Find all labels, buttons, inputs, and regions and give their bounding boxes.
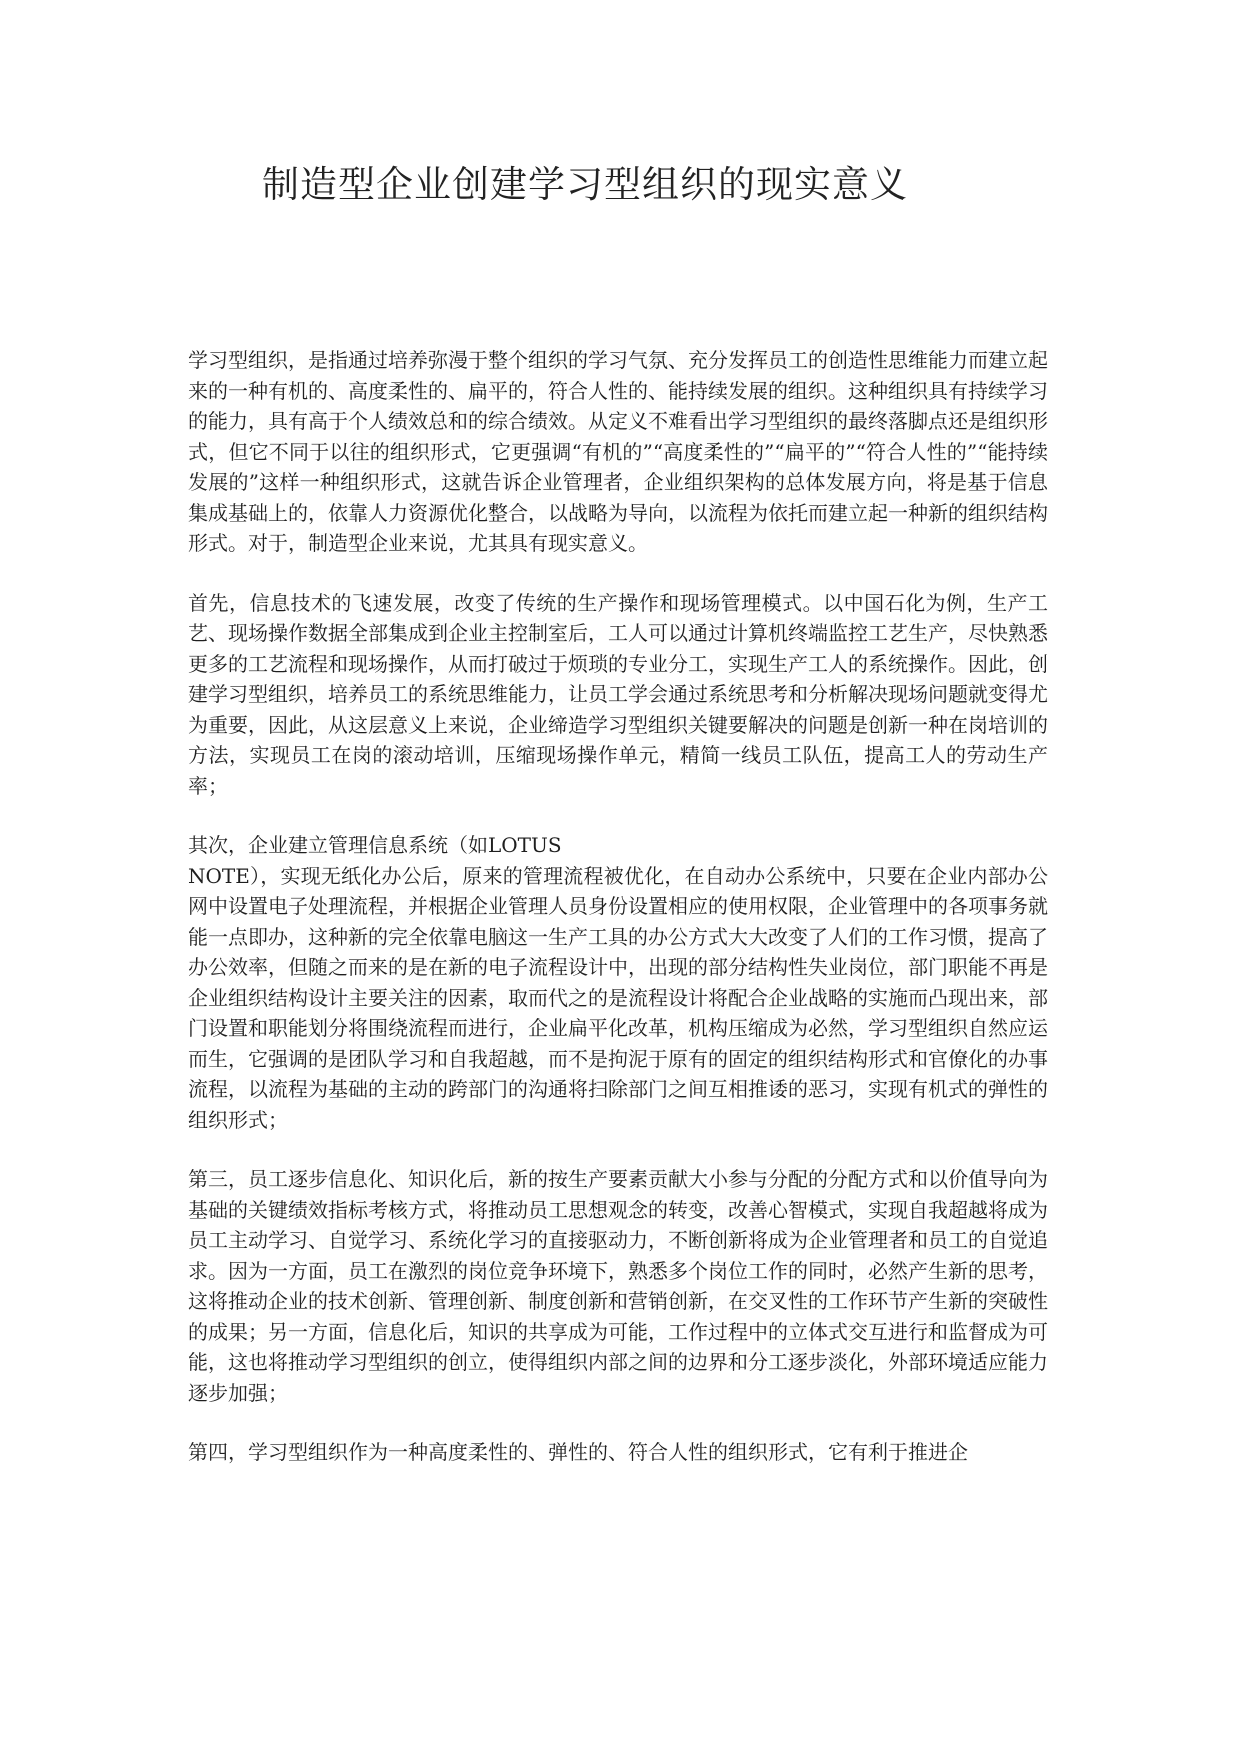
document-body: [188, 345, 1048, 1497]
paragraph-2: 首先，信息技术的飞速发展，改变了传统的生产操作和现场管理模式。以中国石化为例，生产工艺、现场操作数据全部集成到企业主控制室后，工人可以通过计算机终端监控工艺生产，尽快熟悉更多的工艺流程和现场操作，从而打破过于烦琐的专业分工，实现生产工人的系统操作。因此，创建学习型组织，培养员工的系统思维能力，让员工学会通过系统思考和分析解决现场问题就变得尤为重要，因此，从这层意义上来说，企业缔造学习型组织关键要解决的问题是创新一种在岗培训的方法，实现员工在岗的滚动培训，压缩现场操作单元，精简一线员工队伍，提高工人的劳动生产率；: [188, 590, 1048, 798]
paragraph-5: 第四，学习型组织作为一种高度柔性的、弹性的、符合人性的组织形式，它有利于推进企: [188, 1440, 968, 1464]
paragraph-4: 第三，员工逐步信息化、知识化后，新的按生产要素贡献大小参与分配的分配方式和以价值导向为基础的关键绩效指标考核方式，将推动员工思想观念的转变，改善心智模式，实现自我超越将成为员工主动学习、自觉学习、系统化学习的直接驱动力，不断创新将成为企业管理者和员工的自觉追求。因为一方面，员工在激烈的岗位竞争环境下，熟悉多个岗位工作的同时，必然产生新的思考，这将推动企业的技术创新、管理创新、制度创新和营销创新，在交叉性的工作环节产生新的突破性的成果；另一方面，信息化后，知识的共享成为可能，工作过程中的立体式交互进行和监督成为可能，这也将推动学习型组织的创立，使得组织内部之间的边界和分工逐步淡化，外部环境适应能力逐步加强；: [188, 1167, 1048, 1405]
paragraph-1: 学习型组织，是指通过培养弥漫于整个组织的学习气氛、充分发挥员工的创造性思维能力而建立起来的一种有机的、高度柔性的、扁平的，符合人性的、能持续发展的组织。这种组织具有持续学习的能力，具有高于个人绩效总和的综合绩效。从定义不难看出学习型组织的最终落脚点还是组织形式，但它不同于以往的组织形式，它更强调“有机的”“高度柔性的”“扁平的”“符合人性的”“能持续发展的”这样一种组织形式，这就告诉企业管理者，企业组织架构的总体发展方向，将是基于信息集成基础上的，依靠人力资源优化整合，以战略为导向，以流程为依托而建立起一种新的组织结构形式。对于，制造型企业来说，尤其具有现实意义。: [188, 348, 1048, 555]
paragraph-3: [188, 830, 1048, 1135]
paragraph-3-first-line: 其次，企业建立管理信息系统（如LOTUS: [188, 833, 562, 857]
paragraph-3-rest: NOTE），实现无纸化办公后，原来的管理流程被优化，在自动办公系统中，只要在企业内部办公网中设置电子处理流程，并根据企业管理人员身份设置相应的使用权限，企业管理中的各项事务就能一点即办，这种新的完全依靠电脑这一生产工具的办公方式大大改变了人们的工作习惯，提高了办公效率，但随之而来的是在新的电子流程设计中，出现的部分结构性失业岗位，部门职能不再是企业组织结构设计主要关注的因素，取而代之的是流程设计将配合企业战略的实施而凸现出来，部门设置和职能划分将围绕流程而进行，企业扁平化改革，机构压缩成为必然，学习型组织自然应运而生，它强调的是团队学习和自我超越，而不是拘泥于原有的固定的组织结构形式和官僚化的办事流程，以流程为基础的主动的跨部门的沟通将扫除部门之间互相推诿的恶习，实现有机式的弹性的组织形式；: [188, 863, 1048, 1132]
document-title: 制造型企业创建学习型组织的现实意义: [262, 163, 908, 206]
